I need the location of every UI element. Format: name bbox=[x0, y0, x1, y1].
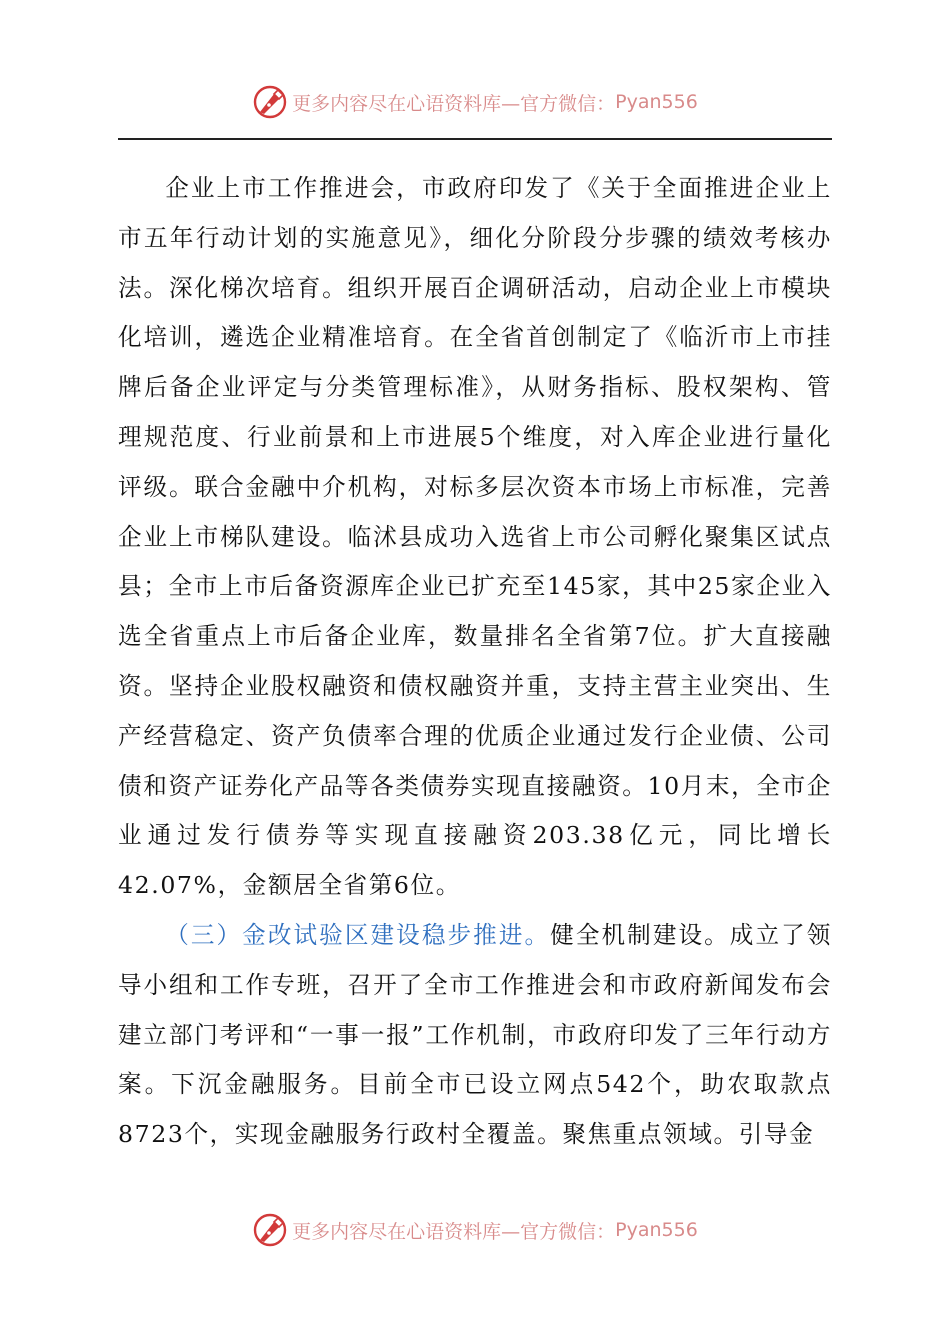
section-heading-3: （三）金改试验区建设稳步推进。 bbox=[165, 920, 551, 949]
header-divider bbox=[118, 138, 832, 140]
footer-banner-text: 更多内容尽在心语资料库—官方微信： bbox=[292, 1220, 616, 1243]
pen-nib-logo-icon bbox=[252, 1212, 288, 1248]
header-banner bbox=[0, 82, 950, 122]
body-paragraph-1: 企业上市工作推进会，市政府印发了《关于全面推进企业上市五年行动计划的实施意见》，细化分阶段分步骤的绩效考核办法。深化梯次培育。组织开展百企调研活动，启动企业上市模块化培训，遴选企业精准培育。在全省首创制定了《临沂市上市挂牌后备企业评定与分类管理标准》，从财务指标、股权架构、管理规范度、行业前景和上市进展5个维度，对入库企业进行量化评级。联合金融中介机构，对标多层次资本市场上市标准，完善企业上市梯队建设。临沭县成功入选省上市公司孵化聚集区试点县；全市上市后备资源库企业已扩充至145家，其中25家企业入选全省重点上市后备企业库，数量排名全省第7位。扩大直接融资。坚持企业股权融资和债权融资并重，支持主营主业突出、生产经营稳定、资产负债率合理的优质企业通过发行企业债、公司债和资产证券化产品等各类债券实现直接融资。10月末，全市企业通过发行债券等实现直接融资203.38亿元，同比增长42.07%，金额居全省第6位。 bbox=[118, 174, 832, 900]
footer-banner-handle: Pyan556 bbox=[615, 1219, 698, 1241]
banner-text: 更多内容尽在心语资料库—官方微信： bbox=[292, 92, 616, 115]
footer-banner bbox=[0, 1210, 950, 1250]
banner-handle: Pyan556 bbox=[615, 91, 698, 113]
document-body bbox=[118, 164, 832, 1160]
pen-nib-logo-icon bbox=[252, 84, 288, 120]
section-3-text: 健全机制建设。成立了领导小组和工作专班，召开了全市工作推进会和市政府新闻发布会建立部门考评和“一事一报”工作机制，市政府印发了三年行动方案。下沉金融服务。目前全市已设立网点542个，助农取款点8723个，实现金融服务行政村全覆盖。聚焦重点领域。引导金 bbox=[118, 920, 832, 1149]
body-paragraph-2 bbox=[118, 911, 832, 1160]
